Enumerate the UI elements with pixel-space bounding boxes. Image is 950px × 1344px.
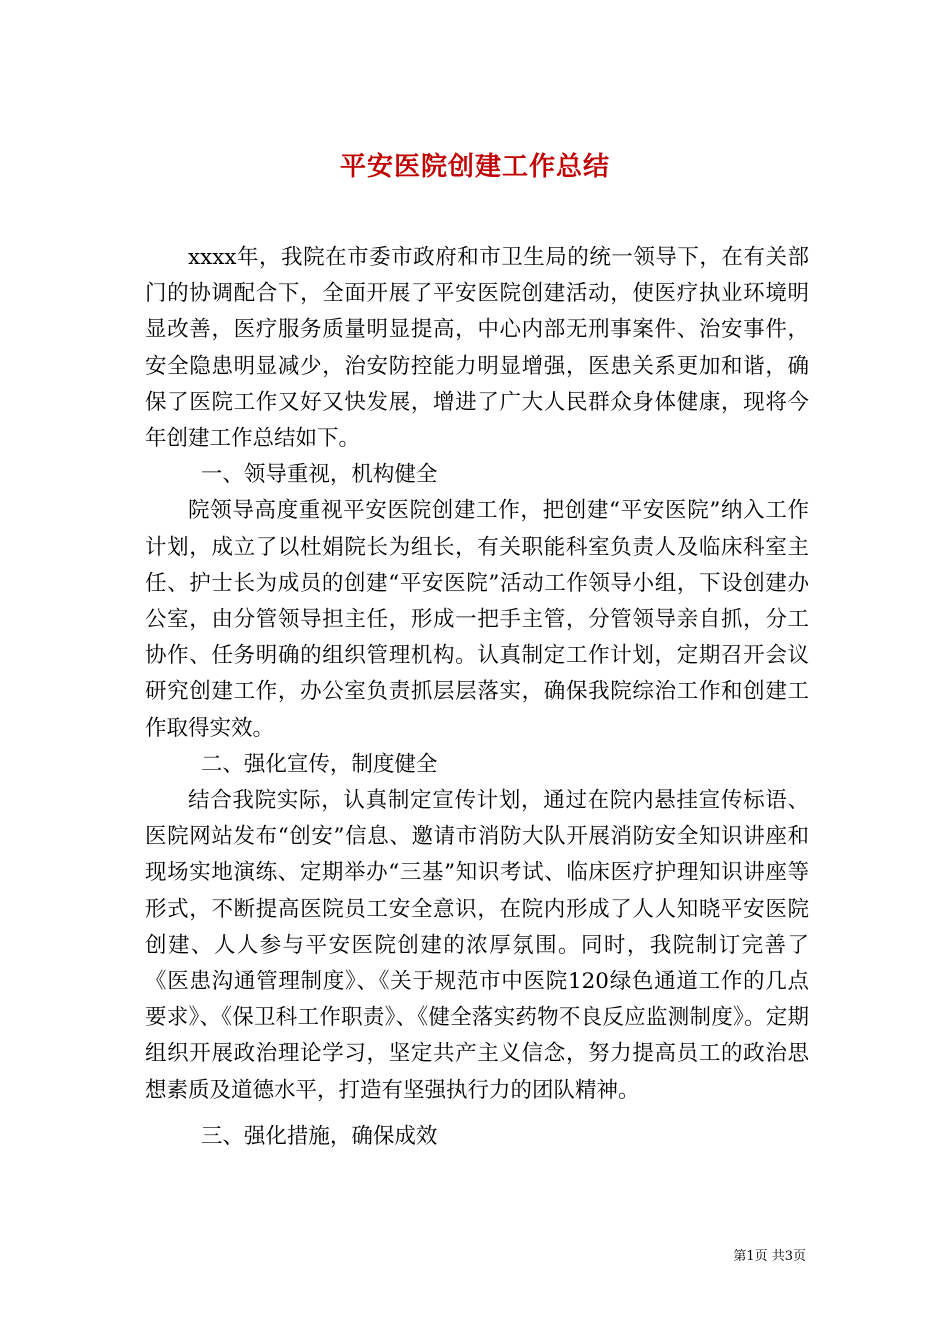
section-heading-3: 三、强化措施，确保成效 [200,1123,438,1149]
intro-paragraph: xxxx年，我院在市委市政府和市卫生局的统一领导下，在有关部门的协调配合下，全面开展了平安医院创建活动，使医疗执业环境明显改善，医疗服务质量明显提高，中心内部无刑事案件、治安事件，安全隐患明显减少，治安防控能力明显增强，医患关系更加和谐，确保了医院工作又好又快发展，增进了广大人民群众身体健康，现将今年创建工作总结如下。 [145,245,809,452]
section-heading-2: 二、强化宣传，制度健全 [200,751,438,777]
document-title: 平安医院创建工作总结 [339,152,610,183]
section-2-paragraph: 结合我院实际，认真制定宣传计划，通过在院内悬挂宣传标语、医院网站发布“创安”信息、邀请市消防大队开展消防安全知识讲座和现场实地演练、定期举办“三基”知识考试、临床医疗护理知识讲座等形式，不断提高医院员工安全意识，在院内形成了人人知晓平安医院创建、人人参与平安医院创建的浓厚氛围。同时，我院制订完善了《医患沟通管理制度》、《关于规范市中医院120绿色通道工作的几点要求》、《保卫科工作职责》、《健全落实药物不良反应监测制度》。定期组织开展政治理论学习，坚定共产主义信念，努力提高员工的政治思想素质及道德水平，打造有坚强执行力的团队精神。 [145,788,809,1103]
page-number-footer: 第1页 共3页 [733,1249,806,1264]
document-body [145,240,809,1155]
section-heading-1: 一、领导重视，机构健全 [200,462,438,488]
section-1-paragraph: 院领导高度重视平安医院创建工作，把创建“平安医院”纳入工作计划，成立了以杜娟院长为组长，有关职能科室负责人及临床科室主任、护士长为成员的创建“平安医院”活动工作领导小组，下设创建办公室，由分管领导担主任，形成一把手主管，分管领导亲自抓，分工协作、任务明确的组织管理机构。认真制定工作计划，定期召开会议研究创建工作，办公室负责抓层层落实，确保我院综治工作和创建工作取得实效。 [145,498,809,741]
